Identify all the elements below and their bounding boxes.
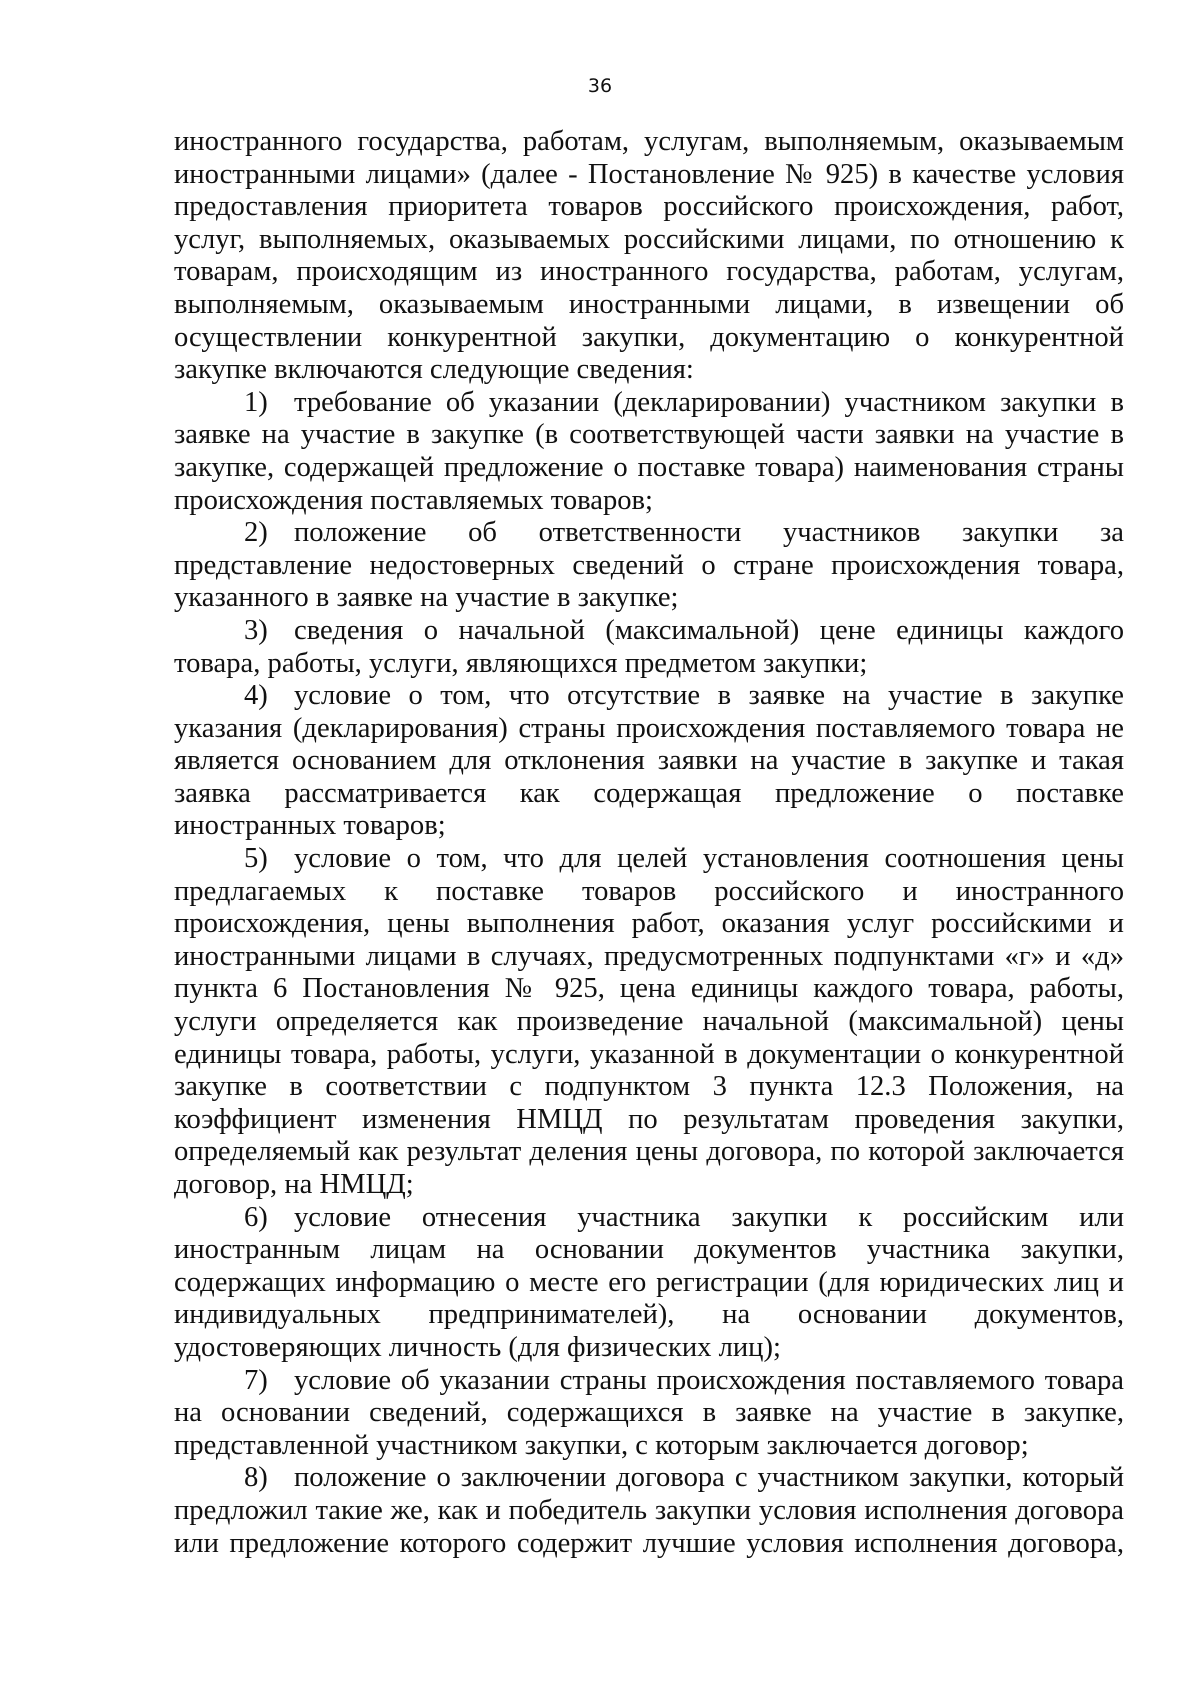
text-line-content: требование об указании (декларировании) участником закупки в: [294, 386, 1124, 418]
list-item-8: [174, 1462, 1124, 1560]
text-line: закупке включаются следующие сведения:: [174, 354, 694, 386]
text-line: иностранным лицам на основании документов участника закупки,: [174, 1234, 1124, 1266]
text-line: [174, 387, 1124, 420]
list-item-number: 6): [244, 1201, 268, 1233]
text-line-content: сведения о начальной (максимальной) цене единицы каждого: [294, 614, 1124, 646]
text-line-content: условие о том, что для целей установления соотношения цены: [294, 843, 1124, 875]
text-line: предоставления приоритета товаров российского происхождения, работ,: [174, 191, 1124, 223]
text-line: товара, работы, услуги, являющихся предметом закупки;: [174, 647, 868, 679]
text-line-content: условие отнесения участника закупки к российским или: [294, 1201, 1124, 1233]
text-line: удостоверяющих личность (для физических лиц);: [174, 1331, 781, 1363]
text-line: [174, 680, 1124, 713]
text-line: предлагаемых к поставке товаров российского и иностранного: [174, 875, 1124, 907]
text-line: осуществлении конкурентной закупки, документацию о конкурентной: [174, 321, 1124, 353]
text-line: [174, 843, 1124, 876]
text-line: закупке в соответствии с подпунктом 3 пункта 12.3 Положения, на: [174, 1071, 1124, 1103]
text-line: указанного в заявке на участие в закупке;: [174, 582, 679, 614]
text-line: услуг, выполняемых, оказываемых российскими лицами, по отношению к: [174, 223, 1124, 255]
text-line: заявке на участие в закупке (в соответствующей части заявки на участие в: [174, 419, 1124, 451]
document-body: [174, 126, 1124, 1560]
text-line-content: условие о том, что отсутствие в заявке на участие в закупке: [294, 680, 1124, 712]
intro-paragraph: [174, 126, 1124, 387]
text-line: предложил такие же, как и победитель закупки условия исполнения договора: [174, 1494, 1124, 1526]
text-line: на основании сведений, содержащихся в заявке на участие в закупке,: [174, 1397, 1124, 1429]
text-line: или предложение которого содержит лучшие условия исполнения договора,: [174, 1527, 1124, 1559]
text-line: происхождения, цены выполнения работ, оказания услуг российскими и: [174, 908, 1124, 940]
list-item-number: 4): [244, 680, 268, 712]
list-item-7: [174, 1365, 1124, 1463]
list-item-5: [174, 843, 1124, 1202]
text-line: [174, 615, 1124, 648]
text-line: коэффициент изменения НМЦД по результатам проведения закупки,: [174, 1103, 1124, 1135]
text-line: иностранного государства, работам, услугам, выполняемым, оказываемым: [174, 126, 1124, 157]
text-line: индивидуальных предпринимателей), на основании документов,: [174, 1299, 1124, 1331]
text-line: [174, 1365, 1124, 1398]
list-item-number: 1): [244, 386, 268, 418]
text-line: представление недостоверных сведений о стране происхождения товара,: [174, 549, 1124, 581]
text-line-content: положение об ответственности участников закупки за: [294, 517, 1124, 549]
text-line: содержащих информацию о месте его регистрации (для юридических лиц и: [174, 1266, 1124, 1298]
text-line: услуги определяется как произведение начальной (максимальной) цены: [174, 1006, 1124, 1038]
list-item-3: [174, 615, 1124, 680]
page-number: 36: [587, 75, 613, 97]
text-line: иностранными лицами в случаях, предусмотренных подпунктами «г» и «д»: [174, 940, 1124, 972]
text-line: закупке, содержащей предложение о поставке товара) наименования страны: [174, 451, 1124, 483]
list-item-number: 5): [244, 843, 268, 875]
text-line: товарам, происходящим из иностранного государства, работам, услугам,: [174, 256, 1124, 288]
list-item-1: [174, 387, 1124, 517]
text-line: пункта 6 Постановления № 925, цена единицы каждого товара, работы,: [174, 973, 1124, 1005]
text-line-content: условие об указании страны происхождения поставляемого товара: [294, 1364, 1124, 1396]
text-line: иностранными лицами» (далее - Постановление № 925) в качестве условия: [174, 158, 1124, 190]
text-line: указания (декларирования) страны происхождения поставляемого товара не: [174, 712, 1124, 744]
list-item-number: 3): [244, 614, 268, 646]
text-line: происхождения поставляемых товаров;: [174, 484, 654, 516]
text-line: [174, 1462, 1124, 1495]
text-line: выполняемым, оказываемым иностранными лицами, в извещении об: [174, 288, 1124, 320]
list-item-number: 8): [244, 1462, 268, 1494]
text-line: заявка рассматривается как содержащая предложение о поставке: [174, 777, 1124, 809]
text-line: [174, 1202, 1124, 1235]
text-line: является основанием для отклонения заявки на участие в закупке и такая: [174, 745, 1124, 777]
list-item-4: [174, 680, 1124, 843]
text-line: [174, 517, 1124, 550]
list-item-2: [174, 517, 1124, 615]
text-line: единицы товара, работы, услуги, указанной в документации о конкурентной: [174, 1038, 1124, 1070]
text-line: представленной участником закупки, с которым заключается договор;: [174, 1429, 1029, 1461]
list-item-number: 2): [244, 517, 268, 549]
text-line-content: положение о заключении договора с участником закупки, который: [294, 1462, 1124, 1494]
text-line: договор, на НМЦД;: [174, 1169, 414, 1200]
list-item-number: 7): [244, 1364, 268, 1396]
text-line: иностранных товаров;: [174, 810, 446, 842]
list-item-6: [174, 1202, 1124, 1365]
text-line: определяемый как результат деления цены договора, по которой заключается: [174, 1136, 1124, 1168]
